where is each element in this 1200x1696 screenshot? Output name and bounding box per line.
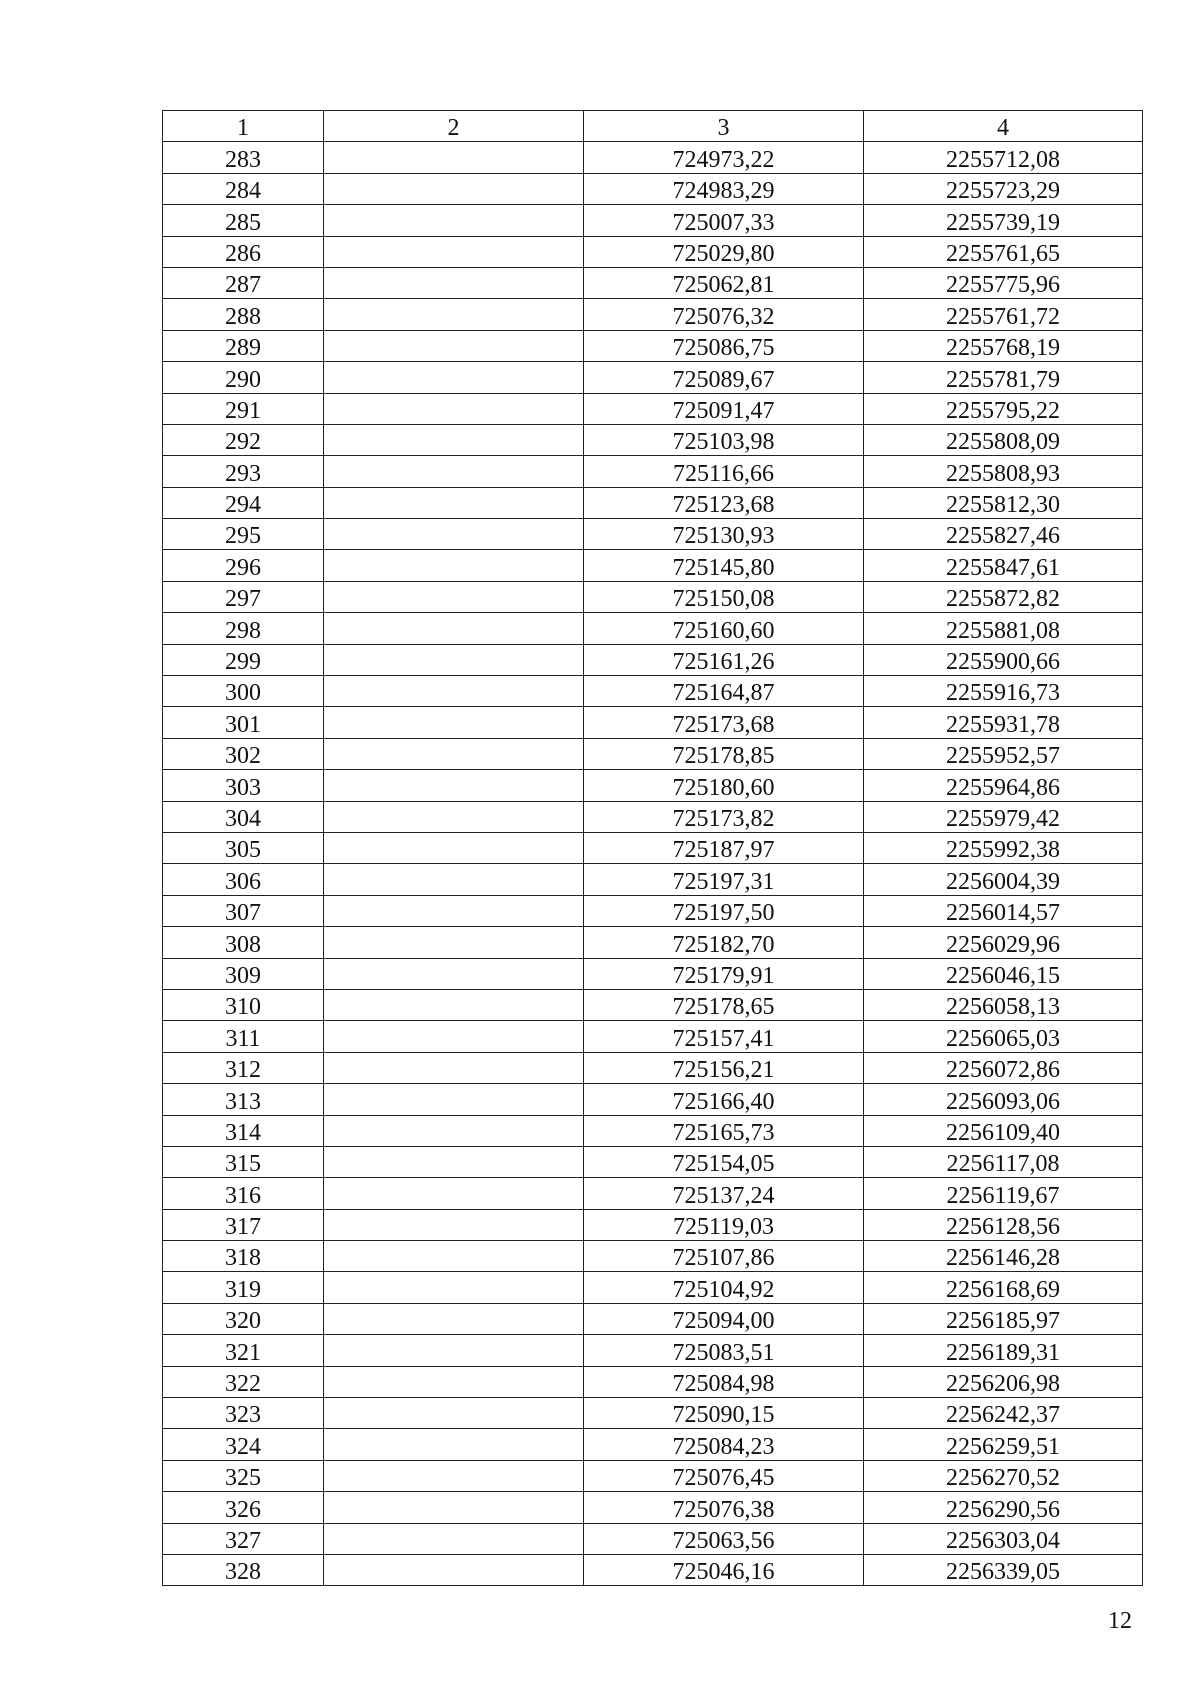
y-coordinate-cell: 2256189,31	[864, 1335, 1143, 1366]
y-coordinate-cell: 2256242,37	[864, 1398, 1143, 1429]
name-cell	[324, 1146, 584, 1177]
y-coordinate-cell: 2256119,67	[864, 1178, 1143, 1209]
name-cell	[324, 1554, 584, 1585]
name-cell	[324, 1115, 584, 1146]
y-coordinate-cell: 2256290,56	[864, 1492, 1143, 1523]
point-number-cell: 293	[163, 456, 324, 487]
table-row	[163, 173, 1143, 204]
table-row	[163, 142, 1143, 173]
name-cell	[324, 1084, 584, 1115]
x-coordinate-cell: 725046,16	[584, 1554, 864, 1585]
name-cell	[324, 267, 584, 298]
y-coordinate-cell: 2256270,52	[864, 1460, 1143, 1491]
y-coordinate-cell: 2255739,19	[864, 205, 1143, 236]
table-row	[163, 1554, 1143, 1585]
name-cell	[324, 519, 584, 550]
y-coordinate-cell: 2256185,97	[864, 1303, 1143, 1334]
point-number-cell: 295	[163, 519, 324, 550]
point-number-cell: 315	[163, 1146, 324, 1177]
y-coordinate-cell: 2256259,51	[864, 1429, 1143, 1460]
y-coordinate-cell: 2255931,78	[864, 707, 1143, 738]
y-coordinate-cell: 2256093,06	[864, 1084, 1143, 1115]
x-coordinate-cell: 725157,41	[584, 1021, 864, 1052]
y-coordinate-cell: 2255872,82	[864, 581, 1143, 612]
point-number-cell: 283	[163, 142, 324, 173]
x-coordinate-cell: 725145,80	[584, 550, 864, 581]
x-coordinate-cell: 725094,00	[584, 1303, 864, 1334]
point-number-cell: 302	[163, 738, 324, 769]
y-coordinate-cell: 2255761,72	[864, 299, 1143, 330]
column-header-1: 1	[163, 111, 324, 142]
table-row	[163, 393, 1143, 424]
name-cell	[324, 456, 584, 487]
table-row	[163, 1303, 1143, 1334]
name-cell	[324, 613, 584, 644]
table-row	[163, 267, 1143, 298]
x-coordinate-cell: 725197,31	[584, 864, 864, 895]
x-coordinate-cell: 724973,22	[584, 142, 864, 173]
name-cell	[324, 1429, 584, 1460]
table-row	[163, 770, 1143, 801]
x-coordinate-cell: 725062,81	[584, 267, 864, 298]
name-cell	[324, 1335, 584, 1366]
x-coordinate-cell: 725173,68	[584, 707, 864, 738]
name-cell	[324, 550, 584, 581]
table-row	[163, 989, 1143, 1020]
y-coordinate-cell: 2255775,96	[864, 267, 1143, 298]
name-cell	[324, 1052, 584, 1083]
x-coordinate-cell: 725076,38	[584, 1492, 864, 1523]
column-header-2: 2	[324, 111, 584, 142]
y-coordinate-cell: 2256128,56	[864, 1209, 1143, 1240]
y-coordinate-cell: 2255881,08	[864, 613, 1143, 644]
table-row	[163, 801, 1143, 832]
y-coordinate-cell: 2256168,69	[864, 1272, 1143, 1303]
name-cell	[324, 1303, 584, 1334]
point-number-cell: 319	[163, 1272, 324, 1303]
name-cell	[324, 424, 584, 455]
point-number-cell: 284	[163, 173, 324, 204]
name-cell	[324, 1492, 584, 1523]
point-number-cell: 326	[163, 1492, 324, 1523]
x-coordinate-cell: 725119,03	[584, 1209, 864, 1240]
name-cell	[324, 1178, 584, 1209]
x-coordinate-cell: 725187,97	[584, 832, 864, 863]
x-coordinate-cell: 725116,66	[584, 456, 864, 487]
table-row	[163, 487, 1143, 518]
table-row	[163, 1241, 1143, 1272]
point-number-cell: 307	[163, 895, 324, 926]
table-row	[163, 738, 1143, 769]
point-number-cell: 306	[163, 864, 324, 895]
y-coordinate-cell: 2255827,46	[864, 519, 1143, 550]
y-coordinate-cell: 2256058,13	[864, 989, 1143, 1020]
table-row	[163, 1052, 1143, 1083]
point-number-cell: 311	[163, 1021, 324, 1052]
table-row	[163, 1398, 1143, 1429]
point-number-cell: 323	[163, 1398, 324, 1429]
point-number-cell: 285	[163, 205, 324, 236]
name-cell	[324, 1523, 584, 1554]
y-coordinate-cell: 2256109,40	[864, 1115, 1143, 1146]
y-coordinate-cell: 2256014,57	[864, 895, 1143, 926]
y-coordinate-cell: 2256065,03	[864, 1021, 1143, 1052]
name-cell	[324, 832, 584, 863]
point-number-cell: 318	[163, 1241, 324, 1272]
table-row	[163, 1178, 1143, 1209]
name-cell	[324, 1460, 584, 1491]
y-coordinate-cell: 2256117,08	[864, 1146, 1143, 1177]
x-coordinate-cell: 725123,68	[584, 487, 864, 518]
table-body	[163, 142, 1143, 1586]
point-number-cell: 304	[163, 801, 324, 832]
x-coordinate-cell: 725076,32	[584, 299, 864, 330]
y-coordinate-cell: 2255812,30	[864, 487, 1143, 518]
point-number-cell: 320	[163, 1303, 324, 1334]
point-number-cell: 289	[163, 330, 324, 361]
y-coordinate-cell: 2255964,86	[864, 770, 1143, 801]
x-coordinate-cell: 725090,15	[584, 1398, 864, 1429]
point-number-cell: 322	[163, 1366, 324, 1397]
name-cell	[324, 1021, 584, 1052]
point-number-cell: 312	[163, 1052, 324, 1083]
x-coordinate-cell: 725166,40	[584, 1084, 864, 1115]
table-row	[163, 1084, 1143, 1115]
table-row	[163, 1335, 1143, 1366]
x-coordinate-cell: 725178,65	[584, 989, 864, 1020]
name-cell	[324, 393, 584, 424]
x-coordinate-cell: 725137,24	[584, 1178, 864, 1209]
point-number-cell: 325	[163, 1460, 324, 1491]
y-coordinate-cell: 2256072,86	[864, 1052, 1143, 1083]
point-number-cell: 297	[163, 581, 324, 612]
name-cell	[324, 707, 584, 738]
point-number-cell: 291	[163, 393, 324, 424]
y-coordinate-cell: 2255992,38	[864, 832, 1143, 863]
point-number-cell: 317	[163, 1209, 324, 1240]
y-coordinate-cell: 2255847,61	[864, 550, 1143, 581]
table-row	[163, 456, 1143, 487]
table-row	[163, 299, 1143, 330]
table-row	[163, 707, 1143, 738]
x-coordinate-cell: 725103,98	[584, 424, 864, 455]
x-coordinate-cell: 724983,29	[584, 173, 864, 204]
table-row	[163, 676, 1143, 707]
point-number-cell: 308	[163, 927, 324, 958]
table-row	[163, 895, 1143, 926]
x-coordinate-cell: 725161,26	[584, 644, 864, 675]
y-coordinate-cell: 2255761,65	[864, 236, 1143, 267]
name-cell	[324, 958, 584, 989]
table-row	[163, 1429, 1143, 1460]
x-coordinate-cell: 725084,23	[584, 1429, 864, 1460]
x-coordinate-cell: 725182,70	[584, 927, 864, 958]
name-cell	[324, 173, 584, 204]
name-cell	[324, 205, 584, 236]
name-cell	[324, 1272, 584, 1303]
y-coordinate-cell: 2255979,42	[864, 801, 1143, 832]
y-coordinate-cell: 2256206,98	[864, 1366, 1143, 1397]
x-coordinate-cell: 725156,21	[584, 1052, 864, 1083]
table-row	[163, 1115, 1143, 1146]
x-coordinate-cell: 725150,08	[584, 581, 864, 612]
table-row	[163, 1460, 1143, 1491]
y-coordinate-cell: 2255808,09	[864, 424, 1143, 455]
y-coordinate-cell: 2255900,66	[864, 644, 1143, 675]
table-row	[163, 1146, 1143, 1177]
point-number-cell: 328	[163, 1554, 324, 1585]
x-coordinate-cell: 725178,85	[584, 738, 864, 769]
point-number-cell: 309	[163, 958, 324, 989]
name-cell	[324, 676, 584, 707]
column-header-4: 4	[864, 111, 1143, 142]
x-coordinate-cell: 725084,98	[584, 1366, 864, 1397]
x-coordinate-cell: 725083,51	[584, 1335, 864, 1366]
point-number-cell: 321	[163, 1335, 324, 1366]
table-row	[163, 519, 1143, 550]
table-row	[163, 958, 1143, 989]
name-cell	[324, 1366, 584, 1397]
point-number-cell: 287	[163, 267, 324, 298]
table-row	[163, 1021, 1143, 1052]
y-coordinate-cell: 2255916,73	[864, 676, 1143, 707]
name-cell	[324, 770, 584, 801]
page-number: 12	[1108, 1608, 1132, 1634]
x-coordinate-cell: 725091,47	[584, 393, 864, 424]
name-cell	[324, 487, 584, 518]
y-coordinate-cell: 2256303,04	[864, 1523, 1143, 1554]
point-number-cell: 313	[163, 1084, 324, 1115]
name-cell	[324, 362, 584, 393]
point-number-cell: 290	[163, 362, 324, 393]
x-coordinate-cell: 725165,73	[584, 1115, 864, 1146]
x-coordinate-cell: 725154,05	[584, 1146, 864, 1177]
name-cell	[324, 927, 584, 958]
table-row	[163, 205, 1143, 236]
point-number-cell: 324	[163, 1429, 324, 1460]
x-coordinate-cell: 725130,93	[584, 519, 864, 550]
point-number-cell: 298	[163, 613, 324, 644]
name-cell	[324, 142, 584, 173]
name-cell	[324, 1209, 584, 1240]
table-row	[163, 362, 1143, 393]
point-number-cell: 300	[163, 676, 324, 707]
x-coordinate-cell: 725173,82	[584, 801, 864, 832]
table-row	[163, 864, 1143, 895]
name-cell	[324, 864, 584, 895]
table-row	[163, 1272, 1143, 1303]
x-coordinate-cell: 725089,67	[584, 362, 864, 393]
table-row	[163, 1366, 1143, 1397]
y-coordinate-cell: 2255712,08	[864, 142, 1143, 173]
y-coordinate-cell: 2256046,15	[864, 958, 1143, 989]
y-coordinate-cell: 2256029,96	[864, 927, 1143, 958]
point-number-cell: 327	[163, 1523, 324, 1554]
table-row	[163, 644, 1143, 675]
y-coordinate-cell: 2255723,29	[864, 173, 1143, 204]
point-number-cell: 301	[163, 707, 324, 738]
table-row	[163, 613, 1143, 644]
x-coordinate-cell: 725107,86	[584, 1241, 864, 1272]
point-number-cell: 316	[163, 1178, 324, 1209]
y-coordinate-cell: 2255808,93	[864, 456, 1143, 487]
table-header-row	[163, 111, 1143, 142]
table-row	[163, 832, 1143, 863]
point-number-cell: 294	[163, 487, 324, 518]
table-row	[163, 1209, 1143, 1240]
point-number-cell: 299	[163, 644, 324, 675]
name-cell	[324, 330, 584, 361]
x-coordinate-cell: 725179,91	[584, 958, 864, 989]
x-coordinate-cell: 725197,50	[584, 895, 864, 926]
x-coordinate-cell: 725063,56	[584, 1523, 864, 1554]
point-number-cell: 314	[163, 1115, 324, 1146]
table-row	[163, 1523, 1143, 1554]
y-coordinate-cell: 2255795,22	[864, 393, 1143, 424]
x-coordinate-cell: 725029,80	[584, 236, 864, 267]
name-cell	[324, 299, 584, 330]
y-coordinate-cell: 2255952,57	[864, 738, 1143, 769]
name-cell	[324, 738, 584, 769]
column-header-3: 3	[584, 111, 864, 142]
name-cell	[324, 644, 584, 675]
point-number-cell: 303	[163, 770, 324, 801]
y-coordinate-cell: 2256339,05	[864, 1554, 1143, 1585]
name-cell	[324, 895, 584, 926]
coordinates-table	[162, 110, 1143, 1586]
point-number-cell: 292	[163, 424, 324, 455]
x-coordinate-cell: 725180,60	[584, 770, 864, 801]
y-coordinate-cell: 2255781,79	[864, 362, 1143, 393]
name-cell	[324, 581, 584, 612]
table-row	[163, 581, 1143, 612]
x-coordinate-cell: 725104,92	[584, 1272, 864, 1303]
point-number-cell: 286	[163, 236, 324, 267]
point-number-cell: 305	[163, 832, 324, 863]
name-cell	[324, 989, 584, 1020]
name-cell	[324, 1398, 584, 1429]
name-cell	[324, 236, 584, 267]
x-coordinate-cell: 725076,45	[584, 1460, 864, 1491]
table-row	[163, 927, 1143, 958]
point-number-cell: 296	[163, 550, 324, 581]
table-row	[163, 550, 1143, 581]
y-coordinate-cell: 2256146,28	[864, 1241, 1143, 1272]
table-row	[163, 330, 1143, 361]
name-cell	[324, 801, 584, 832]
y-coordinate-cell: 2255768,19	[864, 330, 1143, 361]
table-row	[163, 1492, 1143, 1523]
table-row	[163, 424, 1143, 455]
x-coordinate-cell: 725007,33	[584, 205, 864, 236]
y-coordinate-cell: 2256004,39	[864, 864, 1143, 895]
x-coordinate-cell: 725164,87	[584, 676, 864, 707]
table-row	[163, 236, 1143, 267]
name-cell	[324, 1241, 584, 1272]
x-coordinate-cell: 725086,75	[584, 330, 864, 361]
x-coordinate-cell: 725160,60	[584, 613, 864, 644]
point-number-cell: 310	[163, 989, 324, 1020]
point-number-cell: 288	[163, 299, 324, 330]
